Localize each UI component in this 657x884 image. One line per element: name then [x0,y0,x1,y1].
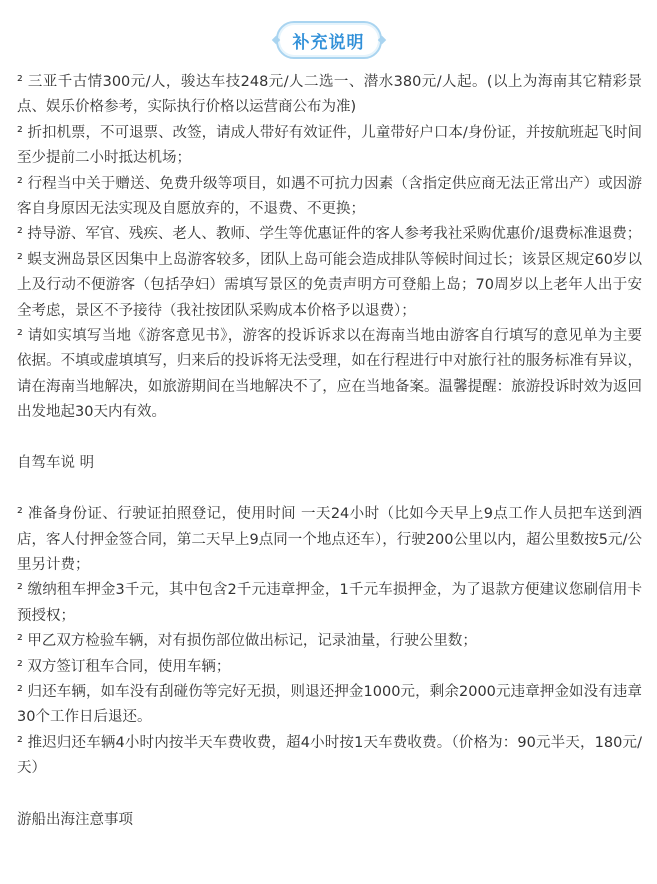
self-drive-item: ² 归还车辆，如车没有刮碰伤等完好无损，则退还押金1000元，剩余2000元违章押金如没有违章30个工作日后退还。 [17,683,642,726]
self-drive-item: ² 双方签订租车合同，使用车辆； [17,658,231,675]
supplement-item: ² 请如实填写当地《游客意见书》，游客的投诉诉求以在海南当地由游客自行填写的意见单为主要依据。不填或虚填填写，归来后的投诉将无法受理，如在行程进行中对旅行社的服务标准有异议，请在海南当地解决，如旅游期间在当地解决不了，应在当地备案。温馨提醒：旅游投诉时效为返回出发地起30天内有效。 [17,328,642,421]
self-drive-item: ² 准备身份证、行驶证拍照登记，使用时间 一天24小时（比如今天早上9点工作人员把车送到酒店，客人付押金签合同，第二天早上9点同一个地点还车），行驶200公里以内，超公里数按5元/公里另计费； [17,506,642,573]
spacer [17,476,642,502]
supplement-item: ² 行程当中关于赠送、免费升级等项目，如遇不可抗力因素（含指定供应商无法正常出产）或因游客自身原因无法实现及自愿放弃的，不退费、不更换； [17,175,642,218]
supplement-item: ² 三亚千古情300元/人，骏达车技248元/人二选一、潜水380元/人起。(以上为海南其它精彩景点、娱乐价格参考，实际执行价格以运营商公布为准) [17,74,642,116]
spacer [17,426,642,451]
section-title-badge [276,21,382,59]
spacer [17,782,642,808]
supplement-item: ² 蜈支洲岛景区因集中上岛游客较多，团队上岛可能会造成排队等候时间过长；该景区规定60岁以上及行动不便游客（包括孕妇）需填写景区的免责声明方可登船上岛；70周岁以上老年人出于安全考虑，景区不予接待（我社按团队采购成本价格予以退费）； [17,251,642,319]
yacht-heading: 游船出海注意事项 [17,811,133,828]
supplement-item: ² 持导游、军官、残疾、老人、教师、学生等优惠证件的客人参考我社采购优惠价/退费标准退费； [17,226,642,243]
section-title-wrapper [0,18,657,62]
section-title: 补充说明 [292,32,365,53]
supplement-item: ² 折扣机票，不可退票、改签，请成人带好有效证件，儿童带好户口本/身份证，并按航班起飞时间至少提前二小时抵达机场； [17,124,642,167]
self-drive-item: ² 甲乙双方检验车辆，对有损伤部位做出标记，记录油量，行驶公里数； [17,633,477,650]
document-body [17,70,642,833]
self-drive-item: ² 缴纳租车押金3千元，其中包含2千元违章押金，1千元车损押金，为了退款方便建议您刷信用卡预授权； [17,582,642,624]
self-drive-item: ² 推迟归还车辆4小时内按半天车费收费，超4小时按1天车费收费。（价格为：90元半天，180元/天） [17,734,642,777]
self-drive-heading: 自驾车说 明 [17,454,95,471]
